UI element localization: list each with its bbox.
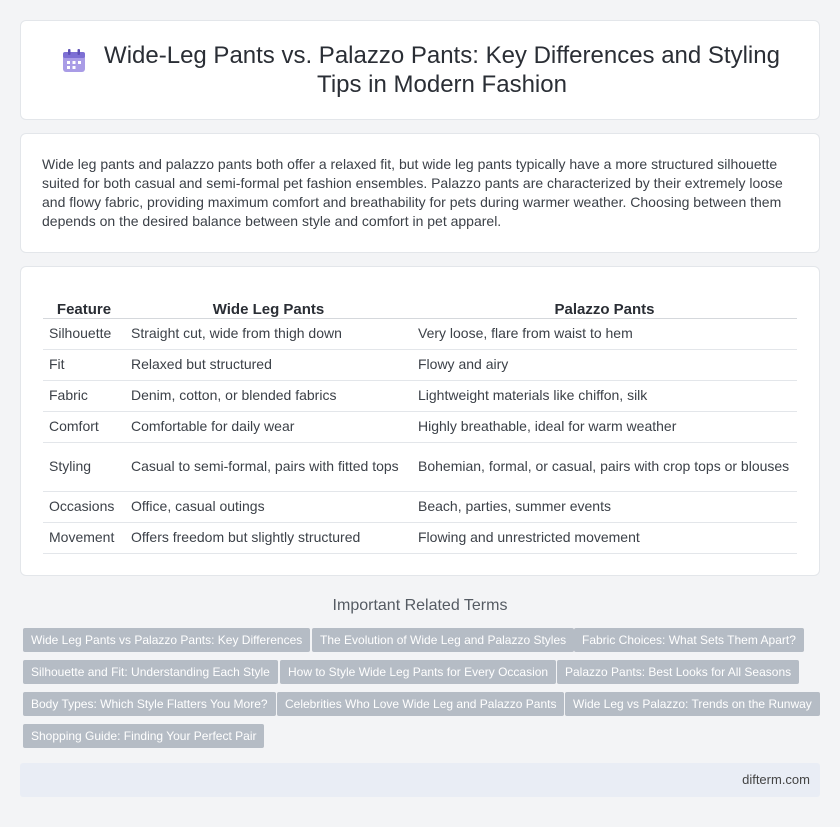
- footer: [20, 763, 820, 797]
- table-row: [43, 411, 797, 442]
- palazzo-cell: Flowing and unrestricted movement: [412, 522, 797, 553]
- table-row: [43, 442, 797, 491]
- table-row: [43, 380, 797, 411]
- column-header-feature: Feature: [43, 294, 125, 318]
- header-card: [20, 20, 820, 120]
- related-term-tag[interactable]: Fabric Choices: What Sets Them Apart?: [574, 628, 804, 652]
- feature-cell: Occasions: [43, 491, 125, 522]
- palazzo-cell: Highly breathable, ideal for warm weather: [412, 411, 797, 442]
- wide-leg-cell: Comfortable for daily wear: [125, 411, 412, 442]
- related-terms-title: Important Related Terms: [332, 597, 508, 614]
- palazzo-cell: Lightweight materials like chiffon, silk: [412, 380, 797, 411]
- wide-leg-cell: Offers freedom but slightly structured: [125, 522, 412, 553]
- palazzo-cell: Bohemian, formal, or casual, pairs with crop tops or blouses: [412, 442, 797, 491]
- comparison-table: [43, 294, 797, 554]
- related-term-tag[interactable]: How to Style Wide Leg Pants for Every Occasion: [280, 660, 556, 684]
- wide-leg-cell: Straight cut, wide from thigh down: [125, 318, 412, 349]
- related-term-tag[interactable]: Silhouette and Fit: Understanding Each Style: [23, 660, 278, 684]
- table-row: [43, 318, 797, 349]
- related-term-tag[interactable]: Wide Leg vs Palazzo: Trends on the Runway: [565, 692, 820, 716]
- table-row: [43, 349, 797, 380]
- comparison-table-card: [20, 266, 820, 576]
- related-term-tag[interactable]: Body Types: Which Style Flatters You More?: [23, 692, 276, 716]
- intro-card: [20, 133, 820, 253]
- page-title: Wide-Leg Pants vs. Palazzo Pants: Key Differences and Styling Tips in Modern Fashion: [104, 42, 780, 98]
- feature-cell: Movement: [43, 522, 125, 553]
- palazzo-cell: Very loose, flare from waist to hem: [412, 318, 797, 349]
- related-term-tag[interactable]: The Evolution of Wide Leg and Palazzo Styles: [312, 628, 574, 652]
- feature-cell: Silhouette: [43, 318, 125, 349]
- related-term-tag[interactable]: Shopping Guide: Finding Your Perfect Pair: [23, 724, 264, 748]
- calendar-icon: [60, 47, 88, 75]
- column-header-wide-leg: Wide Leg Pants: [125, 294, 412, 318]
- wide-leg-cell: Denim, cotton, or blended fabrics: [125, 380, 412, 411]
- wide-leg-cell: Casual to semi-formal, pairs with fitted tops: [125, 442, 412, 491]
- table-row: [43, 491, 797, 522]
- column-header-palazzo: Palazzo Pants: [412, 294, 797, 318]
- footer-brand[interactable]: difterm.com: [742, 772, 810, 787]
- table-row: [43, 522, 797, 553]
- palazzo-cell: Beach, parties, summer events: [412, 491, 797, 522]
- intro-paragraph: Wide leg pants and palazzo pants both offer a relaxed fit, but wide leg pants typically have a more structured silhouette suited for both casual and semi-formal pet fashion ensembles. Palazzo pants are characterized by their extremely loose and flowy fabric, providing maximum comfort and breathability for pets during warmer weather. Choosing between them depends on the desired balance between style and comfort in pet apparel.: [42, 156, 783, 229]
- feature-cell: Fabric: [43, 380, 125, 411]
- feature-cell: Comfort: [43, 411, 125, 442]
- wide-leg-cell: Office, casual outings: [125, 491, 412, 522]
- wide-leg-cell: Relaxed but structured: [125, 349, 412, 380]
- related-term-tag[interactable]: Wide Leg Pants vs Palazzo Pants: Key Differences: [23, 628, 310, 652]
- palazzo-cell: Flowy and airy: [412, 349, 797, 380]
- feature-cell: Styling: [43, 442, 125, 491]
- related-term-tag[interactable]: Celebrities Who Love Wide Leg and Palazzo Pants: [277, 692, 564, 716]
- related-term-tag[interactable]: Palazzo Pants: Best Looks for All Seasons: [557, 660, 799, 684]
- feature-cell: Fit: [43, 349, 125, 380]
